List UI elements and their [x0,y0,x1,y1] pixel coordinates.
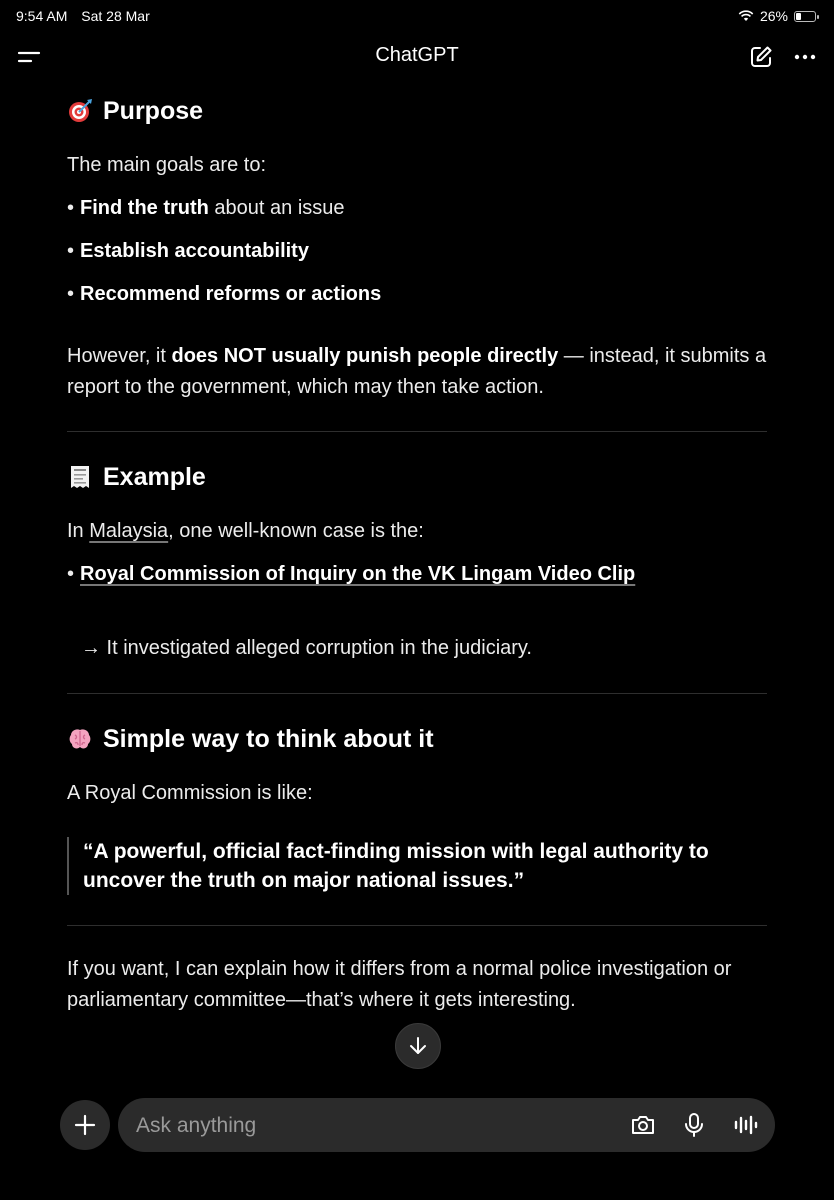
section-heading-think [67,718,767,760]
compose-icon[interactable] [748,44,774,70]
think-intro: A Royal Commission is like: [67,782,313,804]
assistant-message [67,90,767,1016]
example-detail: → It investigated alleged corruption in the judiciary. [81,637,532,659]
arrow-down-icon [407,1035,429,1057]
note-bold: does NOT usually punish people directly [171,345,559,367]
target-emoji-icon [67,98,93,124]
brain-emoji-icon [67,726,93,752]
royal-commission-link[interactable]: Royal Commission of Inquiry on the VK Lingam Video Clip [80,563,636,585]
attach-button[interactable] [60,1100,110,1150]
ellipsis-icon[interactable] [792,44,818,70]
list-item [67,236,767,267]
section-heading-example [67,456,767,498]
battery-icon [794,11,816,22]
message-input[interactable] [134,1098,608,1154]
bullet-bold: Find the truth [80,197,209,219]
navbar [0,36,834,76]
bullet-dot: • [67,563,75,585]
heading-text: Example [103,462,206,491]
note-text: However, it [67,345,172,367]
bullet-dot: • [67,197,75,219]
message-input-container [118,1098,775,1152]
purpose-note [67,341,767,403]
divider [67,925,767,926]
heading-text: Simple way to think about it [103,724,434,753]
closing-text: If you want, I can explain how it differs from a normal police investigation or parliamentary committee—that’s where it gets interesting. [67,958,732,1011]
bullet-dot: • [67,283,75,305]
list-item [67,279,767,310]
purpose-intro: The main goals are to: [67,154,266,176]
quote-block: “A powerful, official fact-finding mission with legal authority to uncover the truth on major national issues.” [67,837,767,895]
status-time: 9:54 AM [16,8,68,24]
divider [67,693,767,694]
voice-mode-icon[interactable] [731,1111,759,1139]
microphone-icon[interactable] [680,1111,708,1139]
malaysia-link[interactable]: Malaysia [89,520,169,542]
heading-text: Purpose [103,96,204,125]
bullet-text: about an issue [208,197,345,219]
plus-icon [73,1113,97,1137]
bullet-bold: Establish accountability [80,240,309,262]
bullet-bold: Recommend reforms or actions [80,283,382,305]
list-item [67,193,767,224]
example-intro [67,516,767,547]
section-heading-purpose [67,90,767,132]
battery-percent: 26% [759,8,788,24]
divider [67,431,767,432]
scroll-down-button[interactable] [395,1023,441,1069]
list-item [67,559,767,590]
intro-text: In [67,520,90,542]
receipt-emoji-icon [67,464,93,490]
intro-text: , one well-known case is the: [168,520,424,542]
app-title: ChatGPT [375,44,459,66]
bullet-dot: • [67,240,75,262]
note-text: — instead, it submits a report to the government, which may then take action. [67,345,767,398]
camera-icon[interactable] [629,1111,657,1139]
status-bar [0,0,834,32]
wifi-icon [738,10,754,22]
status-date: Sat 28 Mar [81,8,150,24]
composer [0,1098,834,1152]
